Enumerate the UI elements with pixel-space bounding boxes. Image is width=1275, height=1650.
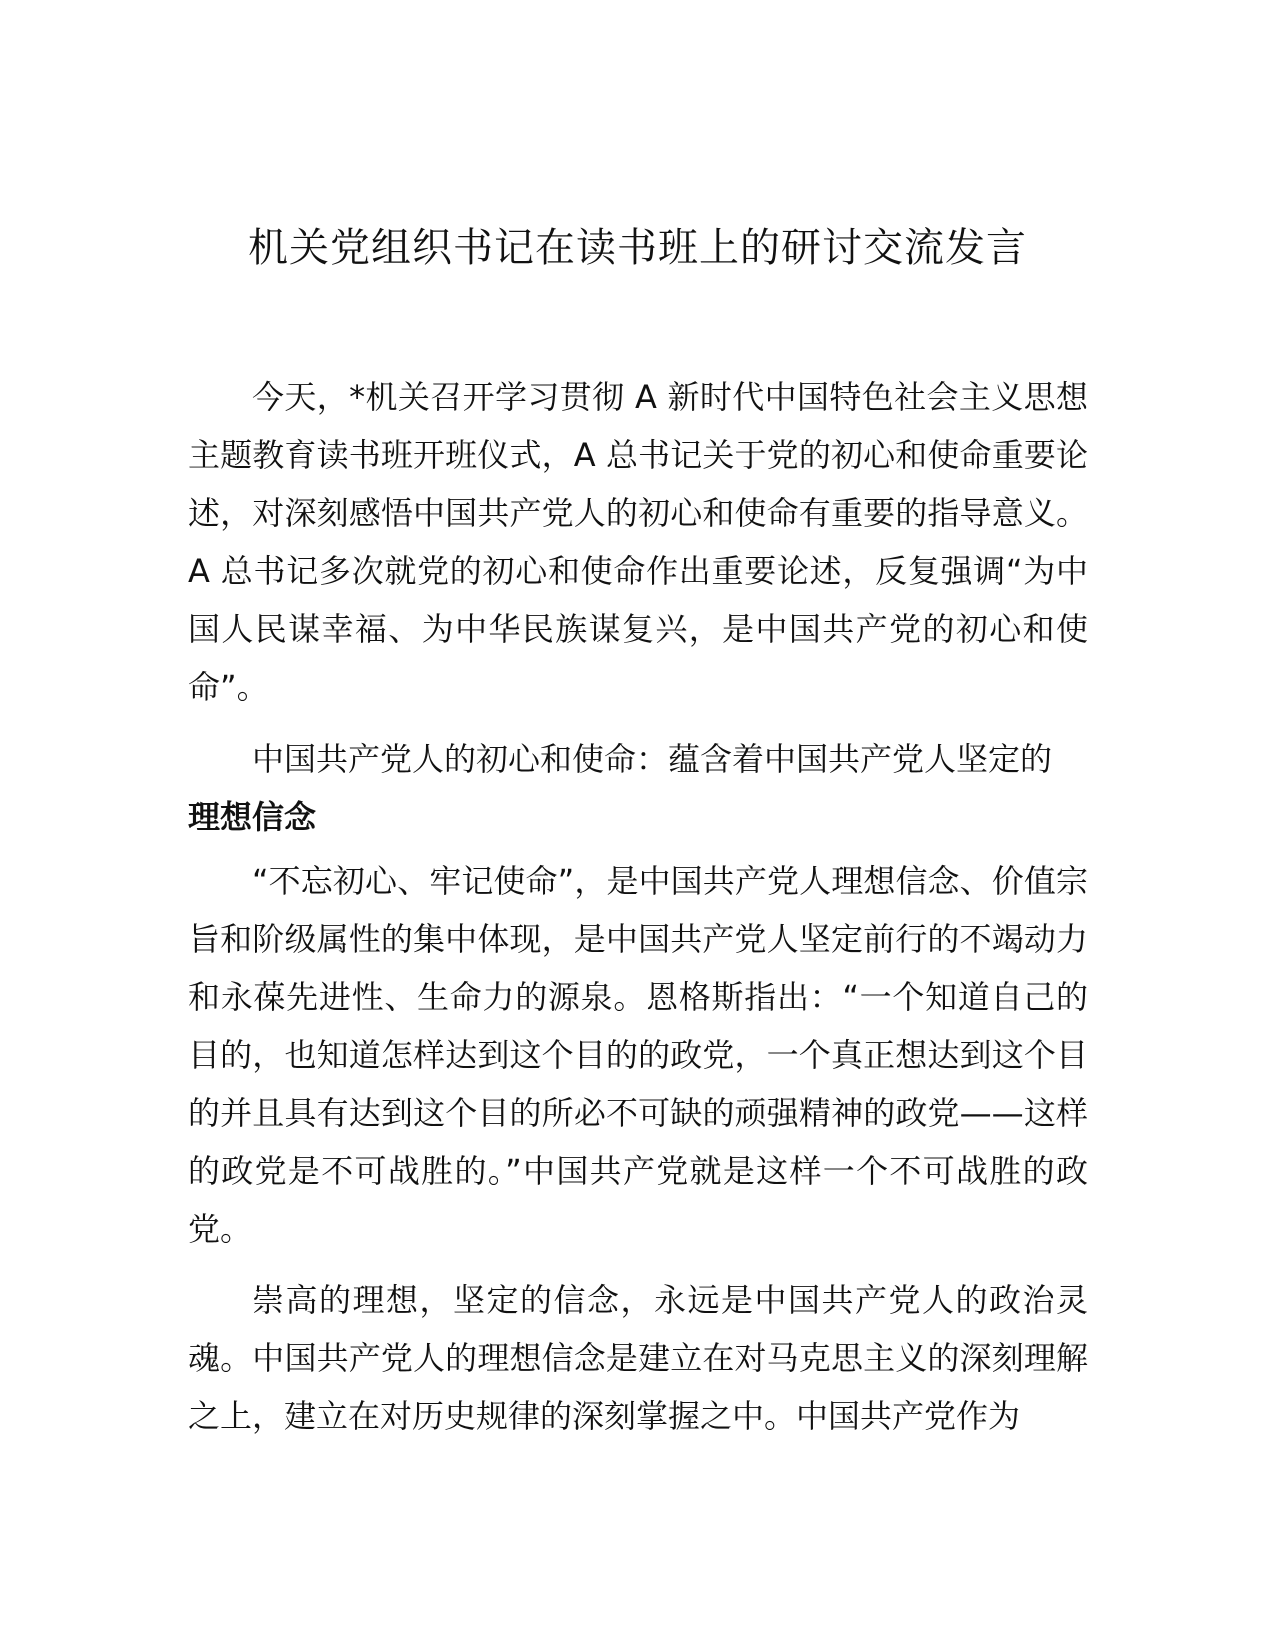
paragraph-engels-quote: “不忘初心、牢记使命”，是中国共产党人理想信念、价值宗旨和阶级属性的集中体现，是中国共产党人坚定前行的不竭动力和永葆先进性、生命力的源泉。恩格斯指出：“一个知道自己的目的，也知道怎样达到这个目的的政党，一个真正想达到这个目的并且具有达到这个目的所必不可缺的顽强精神的政党——这样的政党是不可战胜的。”中国共产党就是这样一个不可战胜的政党。 [188, 862, 1088, 1248]
section-heading [188, 730, 1088, 846]
section-heading-line-1: 中国共产党人的初心和使命：蕴含着中国共产党人坚定的 [252, 740, 1053, 778]
document-title: 机关党组织书记在读书班上的研讨交流发言 [248, 225, 1027, 271]
paragraph-intro: 今天，*机关召开学习贯彻 A 新时代中国特色社会主义思想主题教育读书班开班仪式，A 总书记关于党的初心和使命重要论述，对深刻感悟中国共产党人的初心和使命有重要的指导意义。A 总书记多次就党的初心和使命作出重要论述，反复强调“为中国人民谋幸福、为中华民族谋复兴，是中国共产党的初心和使命”。 [188, 378, 1088, 706]
paragraph-ideals: 崇高的理想，坚定的信念，永远是中国共产党人的政治灵魂。中国共产党人的理想信念是建立在对马克思主义的深刻理解之上，建立在对历史规律的深刻掌握之中。中国共产党作为 [188, 1281, 1088, 1435]
section-heading-line-2: 理想信念 [188, 798, 317, 836]
